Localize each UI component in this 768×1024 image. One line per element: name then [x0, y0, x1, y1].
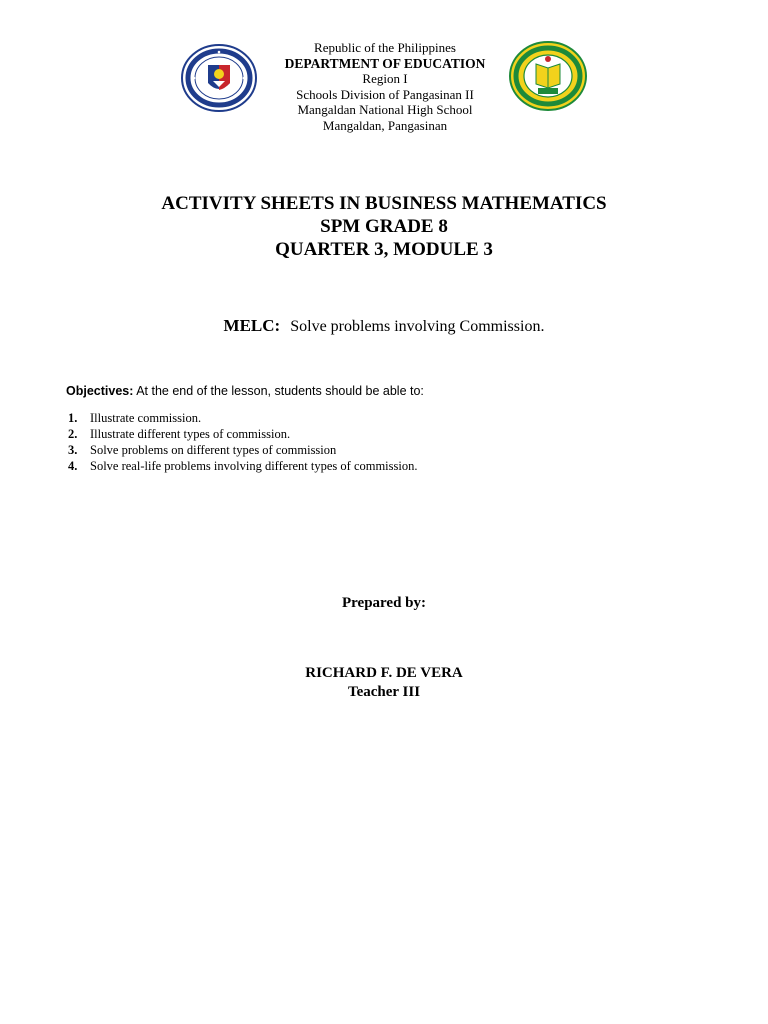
author-name: RICHARD F. DE VERA	[305, 665, 463, 681]
melc-label: MELC:	[223, 316, 281, 335]
letterhead-republic: Republic of the Philippines	[314, 40, 456, 55]
author-block	[0, 664, 768, 702]
title-line-3: QUARTER 3, MODULE 3	[275, 239, 493, 260]
title-block	[0, 192, 768, 261]
melc-statement	[0, 316, 768, 336]
letterhead-department: DEPARTMENT OF EDUCATION	[284, 55, 486, 71]
list-item-number: 2.	[68, 427, 78, 441]
letterhead	[270, 40, 500, 133]
list-item-text: Solve real-life problems involving different types of commission.	[90, 459, 418, 473]
title-line-2: SPM GRADE 8	[320, 216, 448, 237]
objectives-intro	[66, 384, 706, 398]
objectives-label: Objectives:	[66, 384, 134, 398]
objectives-text: At the end of the lesson, students should be able to:	[136, 384, 424, 398]
author-position: Teacher III	[347, 684, 421, 700]
list-item	[68, 426, 668, 442]
list-item-text: Illustrate different types of commission.	[90, 427, 291, 441]
list-item-text: Illustrate commission.	[90, 411, 202, 425]
list-item-number: 4.	[68, 459, 78, 473]
list-item	[68, 442, 668, 458]
list-item	[68, 458, 668, 474]
letterhead-division: Schools Division of Pangasinan II	[296, 86, 474, 102]
objectives-list	[68, 410, 668, 474]
prepared-by-label: Prepared by:	[341, 595, 427, 611]
school-seal-logo	[508, 40, 588, 112]
list-item-text: Solve problems on different types of commission	[90, 443, 337, 457]
deped-seal-logo	[180, 43, 258, 113]
letterhead-location: Mangaldan, Pangasinan	[322, 117, 448, 133]
list-item	[68, 410, 668, 426]
list-item-number: 3.	[68, 443, 78, 457]
letterhead-school: Mangaldan National High School	[297, 102, 473, 117]
list-item-number: 1.	[68, 411, 78, 425]
melc-text: Solve problems involving Commission.	[290, 318, 545, 335]
letterhead-region: Region I	[362, 71, 408, 86]
title-line-1: ACTIVITY SHEETS IN BUSINESS MATHEMATICS	[161, 193, 607, 214]
